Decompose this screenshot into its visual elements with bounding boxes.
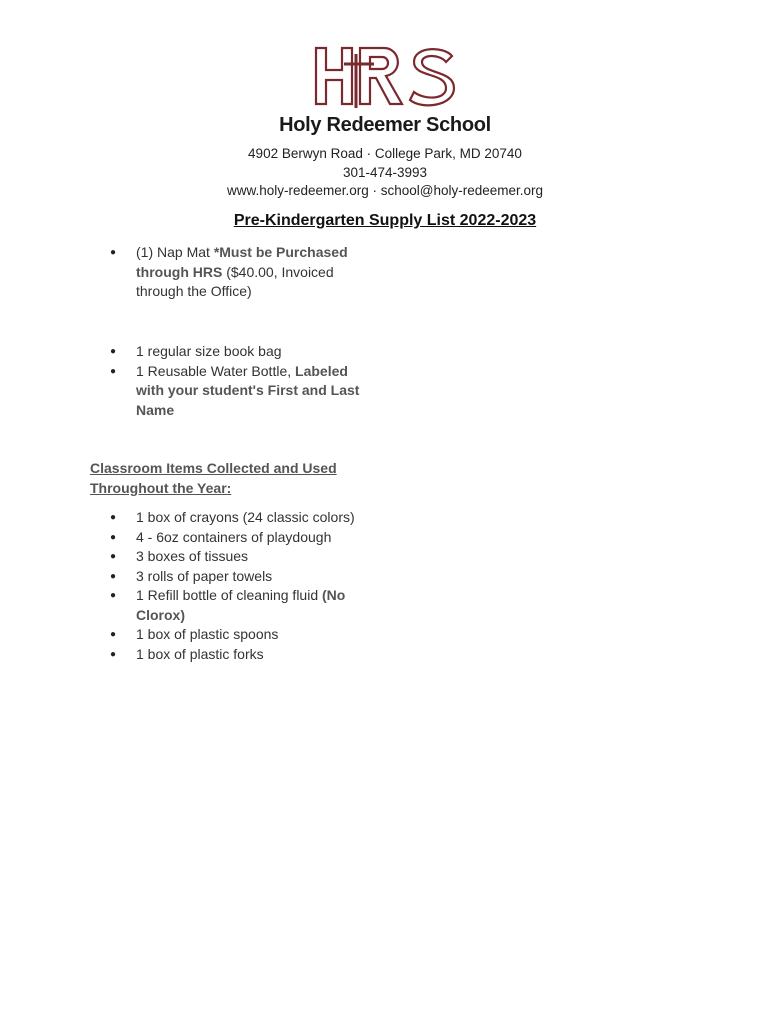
list-item: ● 3 boxes of tissues [110, 547, 380, 567]
list-item: ● 1 box of crayons (24 classic colors) [110, 508, 380, 528]
list-item: ● 1 regular size book bag [110, 342, 370, 362]
school-name: Holy Redeemer School [279, 114, 491, 136]
list-item: ● 1 box of plastic spoons [110, 625, 380, 645]
list-item: ● 1 Refill bottle of cleaning fluid (No Clorox) [110, 586, 366, 625]
classroom-items-heading: Classroom Items Collected and Used Throughout the Year: [90, 460, 337, 496]
school-web-email: www.holy-redeemer.org · school@holy-redeemer.org [226, 183, 544, 198]
list-item: ● 4 - 6oz containers of playdough [110, 528, 380, 548]
list-item: ● (1) Nap Mat *Must be Purchased through HRS ($40.00, Invoiced through the Office) [110, 243, 370, 302]
hrs-cross-logo [314, 44, 456, 108]
supply-list-title: Pre-Kindergarten Supply List 2022-2023 [233, 212, 537, 229]
list-item: ● 1 Reusable Water Bottle, Labeled with your student's First and Last Name [110, 362, 370, 421]
required-items-list [110, 243, 370, 302]
school-address: 4902 Berwyn Road · College Park, MD 20740 [248, 146, 522, 161]
list-item: ● 1 box of plastic forks [110, 645, 380, 665]
school-phone: 301-474-3993 [342, 165, 428, 180]
required-items-list-2 [110, 342, 370, 420]
hrs-logo-graphic [314, 44, 456, 108]
list-item: ● 3 rolls of paper towels [110, 567, 380, 587]
classroom-items-list [110, 508, 380, 664]
